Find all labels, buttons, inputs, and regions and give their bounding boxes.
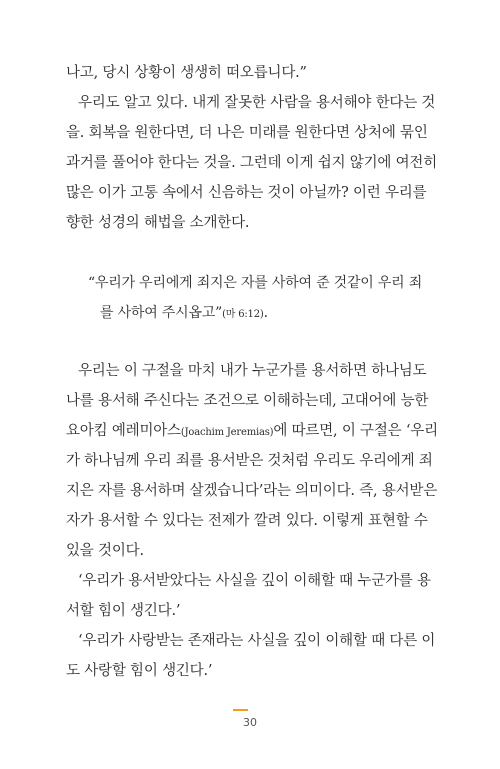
text-line: 을. 회복을 원한다면, 더 나은 미래를 원한다면 상처에 묶인 <box>66 125 428 141</box>
quote-line <box>88 298 418 328</box>
quote-line: “우리가 우리에게 죄지은 자를 사하여 준 것같이 우리 죄 <box>88 275 423 291</box>
text-line: 가 하나님께 우리 죄를 용서받은 것처럼 우리도 우리에게 죄 <box>66 453 433 469</box>
text-line: 있을 것이다. <box>66 543 144 559</box>
text-line: 과거를 풀어야 한다는 것을. 그런데 이게 쉽지 않기에 여전히 <box>66 155 438 171</box>
author-latin-name: (Joachim Jeremias) <box>180 427 274 438</box>
text-line: 자가 용서할 수 있다는 전제가 깔려 있다. 이렇게 표현할 수 <box>66 513 428 529</box>
text-line <box>66 416 438 446</box>
text-line: 향한 성경의 해법을 소개한다. <box>66 215 250 231</box>
paragraph-interpretation <box>66 356 438 686</box>
text-line: ‘우리가 용서받았다는 사실을 깊이 이해할 때 누군가를 용 <box>78 573 431 589</box>
page-number: 30 <box>243 716 257 729</box>
scripture-reference: (마 6:12) <box>222 309 264 320</box>
text-line: 우리도 알고 있다. 내게 잘못한 사람을 용서해야 한다는 것 <box>78 95 436 111</box>
text-line: 서할 힘이 생긴다.’ <box>66 603 181 619</box>
page-number-accent-rule <box>233 709 248 711</box>
paragraph-forgiveness-intro <box>66 58 438 238</box>
text-line: 나를 용서해 주신다는 조건으로 이해하는데, 고대어에 능한 <box>66 393 429 409</box>
text-line: 우리는 이 구절을 마치 내가 누군가를 용서하면 하나님도 <box>78 363 427 379</box>
quote-text: 를 사하여 주시옵고” <box>100 305 223 321</box>
quote-period: . <box>263 305 268 321</box>
scripture-quote <box>88 268 423 328</box>
text-line: 나고, 당시 상황이 생생히 떠오릅니다.” <box>66 65 307 81</box>
text-line: ‘우리가 사랑받는 존재라는 사실을 깊이 이해할 때 다른 이 <box>78 633 436 649</box>
text-line: 많은 이가 고통 속에서 신음하는 것이 아닐까? 이런 우리를 <box>66 185 427 201</box>
text-line: 도 사랑할 힘이 생긴다.’ <box>66 663 213 679</box>
text-span: 에 따르면, 이 구절은 ‘우리 <box>273 423 438 439</box>
text-line: 지은 자를 용서하며 살겠습니다’라는 의미이다. 즉, 용서받은 <box>66 483 438 499</box>
author-name: 요아킴 예레미아스 <box>66 423 181 439</box>
